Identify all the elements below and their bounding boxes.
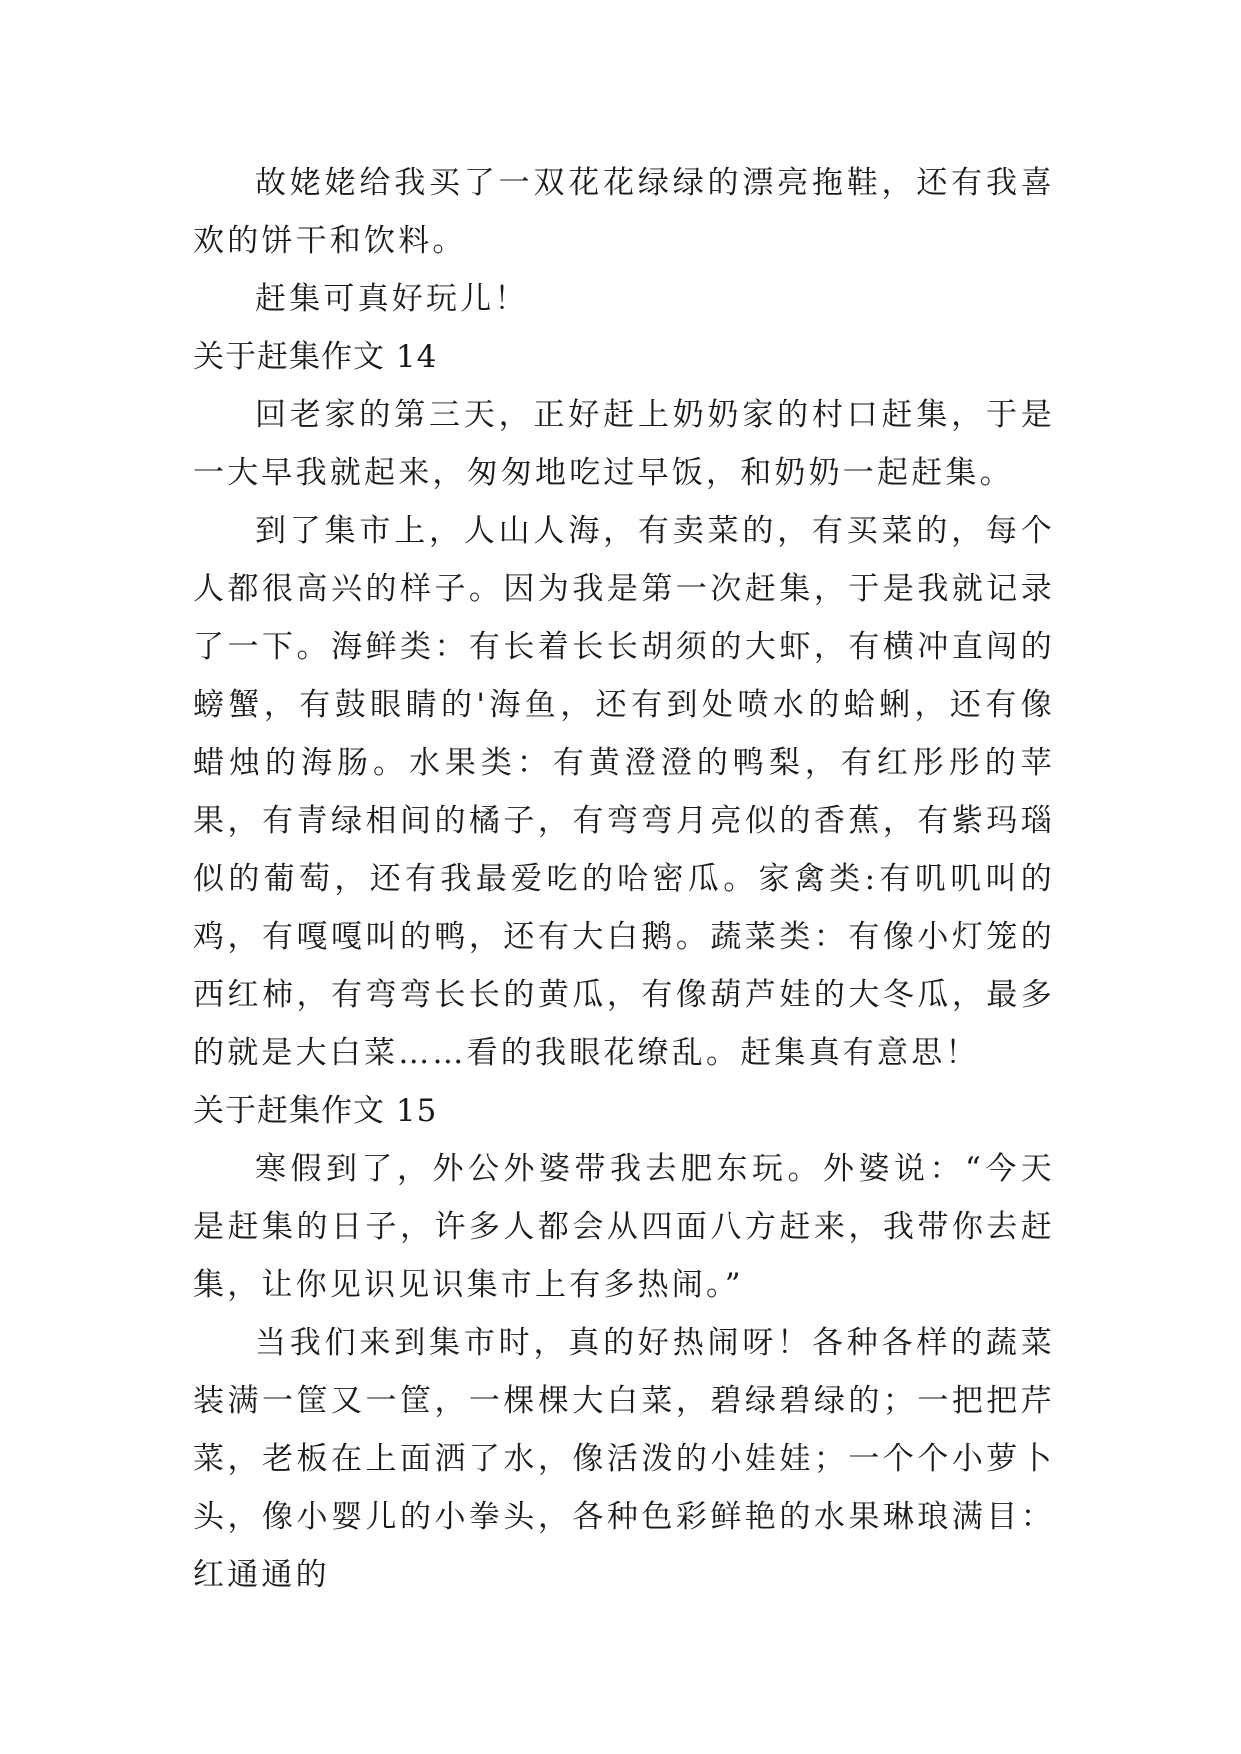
paragraph: 赶集可真好玩儿！ xyxy=(255,281,529,317)
section-heading: 关于赶集作文 14 xyxy=(193,339,438,375)
paragraph: 回老家的第三天，正好赶上奶奶家的村口赶集，于是一大早我就起来，匆匆地吃过早饭，和奶奶一起赶集。 xyxy=(193,397,1055,491)
paragraph: 到了集市上，人山人海，有卖菜的，有买菜的，每个人都很高兴的样子。因为我是第一次赶集，于是我就记录了一下。海鲜类：有长着长长胡须的大虾，有横冲直闯的螃蟹，有鼓眼睛的'海鱼，还有到处喷水的蛤蜊，还有像蜡烛的海肠。水果类：有黄澄澄的鸭梨，有红彤彤的苹果，有青绿相间的橘子，有弯弯月亮似的香蕉，有紫玛瑙似的葡萄，还有我最爱吃的哈密瓜。家禽类:有叽叽叫的鸡，有嘎嘎叫的鸭，还有大白鹅。蔬菜类：有像小灯笼的西红柿，有弯弯长长的黄瓜，有像葫芦娃的大冬瓜，最多的就是大白菜……看的我眼花缭乱。赶集真有意思！ xyxy=(193,513,1055,1071)
paragraph: 寒假到了，外公外婆带我去肥东玩。外婆说：“今天是赶集的日子，许多人都会从四面八方赶来，我带你去赶集，让你见识见识集市上有多热闹。” xyxy=(193,1151,1055,1303)
section-heading: 关于赶集作文 15 xyxy=(193,1093,438,1129)
document-body xyxy=(193,154,1055,1604)
paragraph: 故姥姥给我买了一双花花绿绿的漂亮拖鞋，还有我喜欢的饼干和饮料。 xyxy=(193,165,1055,259)
paragraph: 当我们来到集市时，真的好热闹呀！各种各样的蔬菜装满一筐又一筐，一棵棵大白菜，碧绿碧绿的；一把把芹菜，老板在上面洒了水，像活泼的小娃娃；一个个小萝卜头，像小婴儿的小拳头，各种色彩鲜艳的水果琳琅满目：红通通的 xyxy=(193,1325,1055,1593)
